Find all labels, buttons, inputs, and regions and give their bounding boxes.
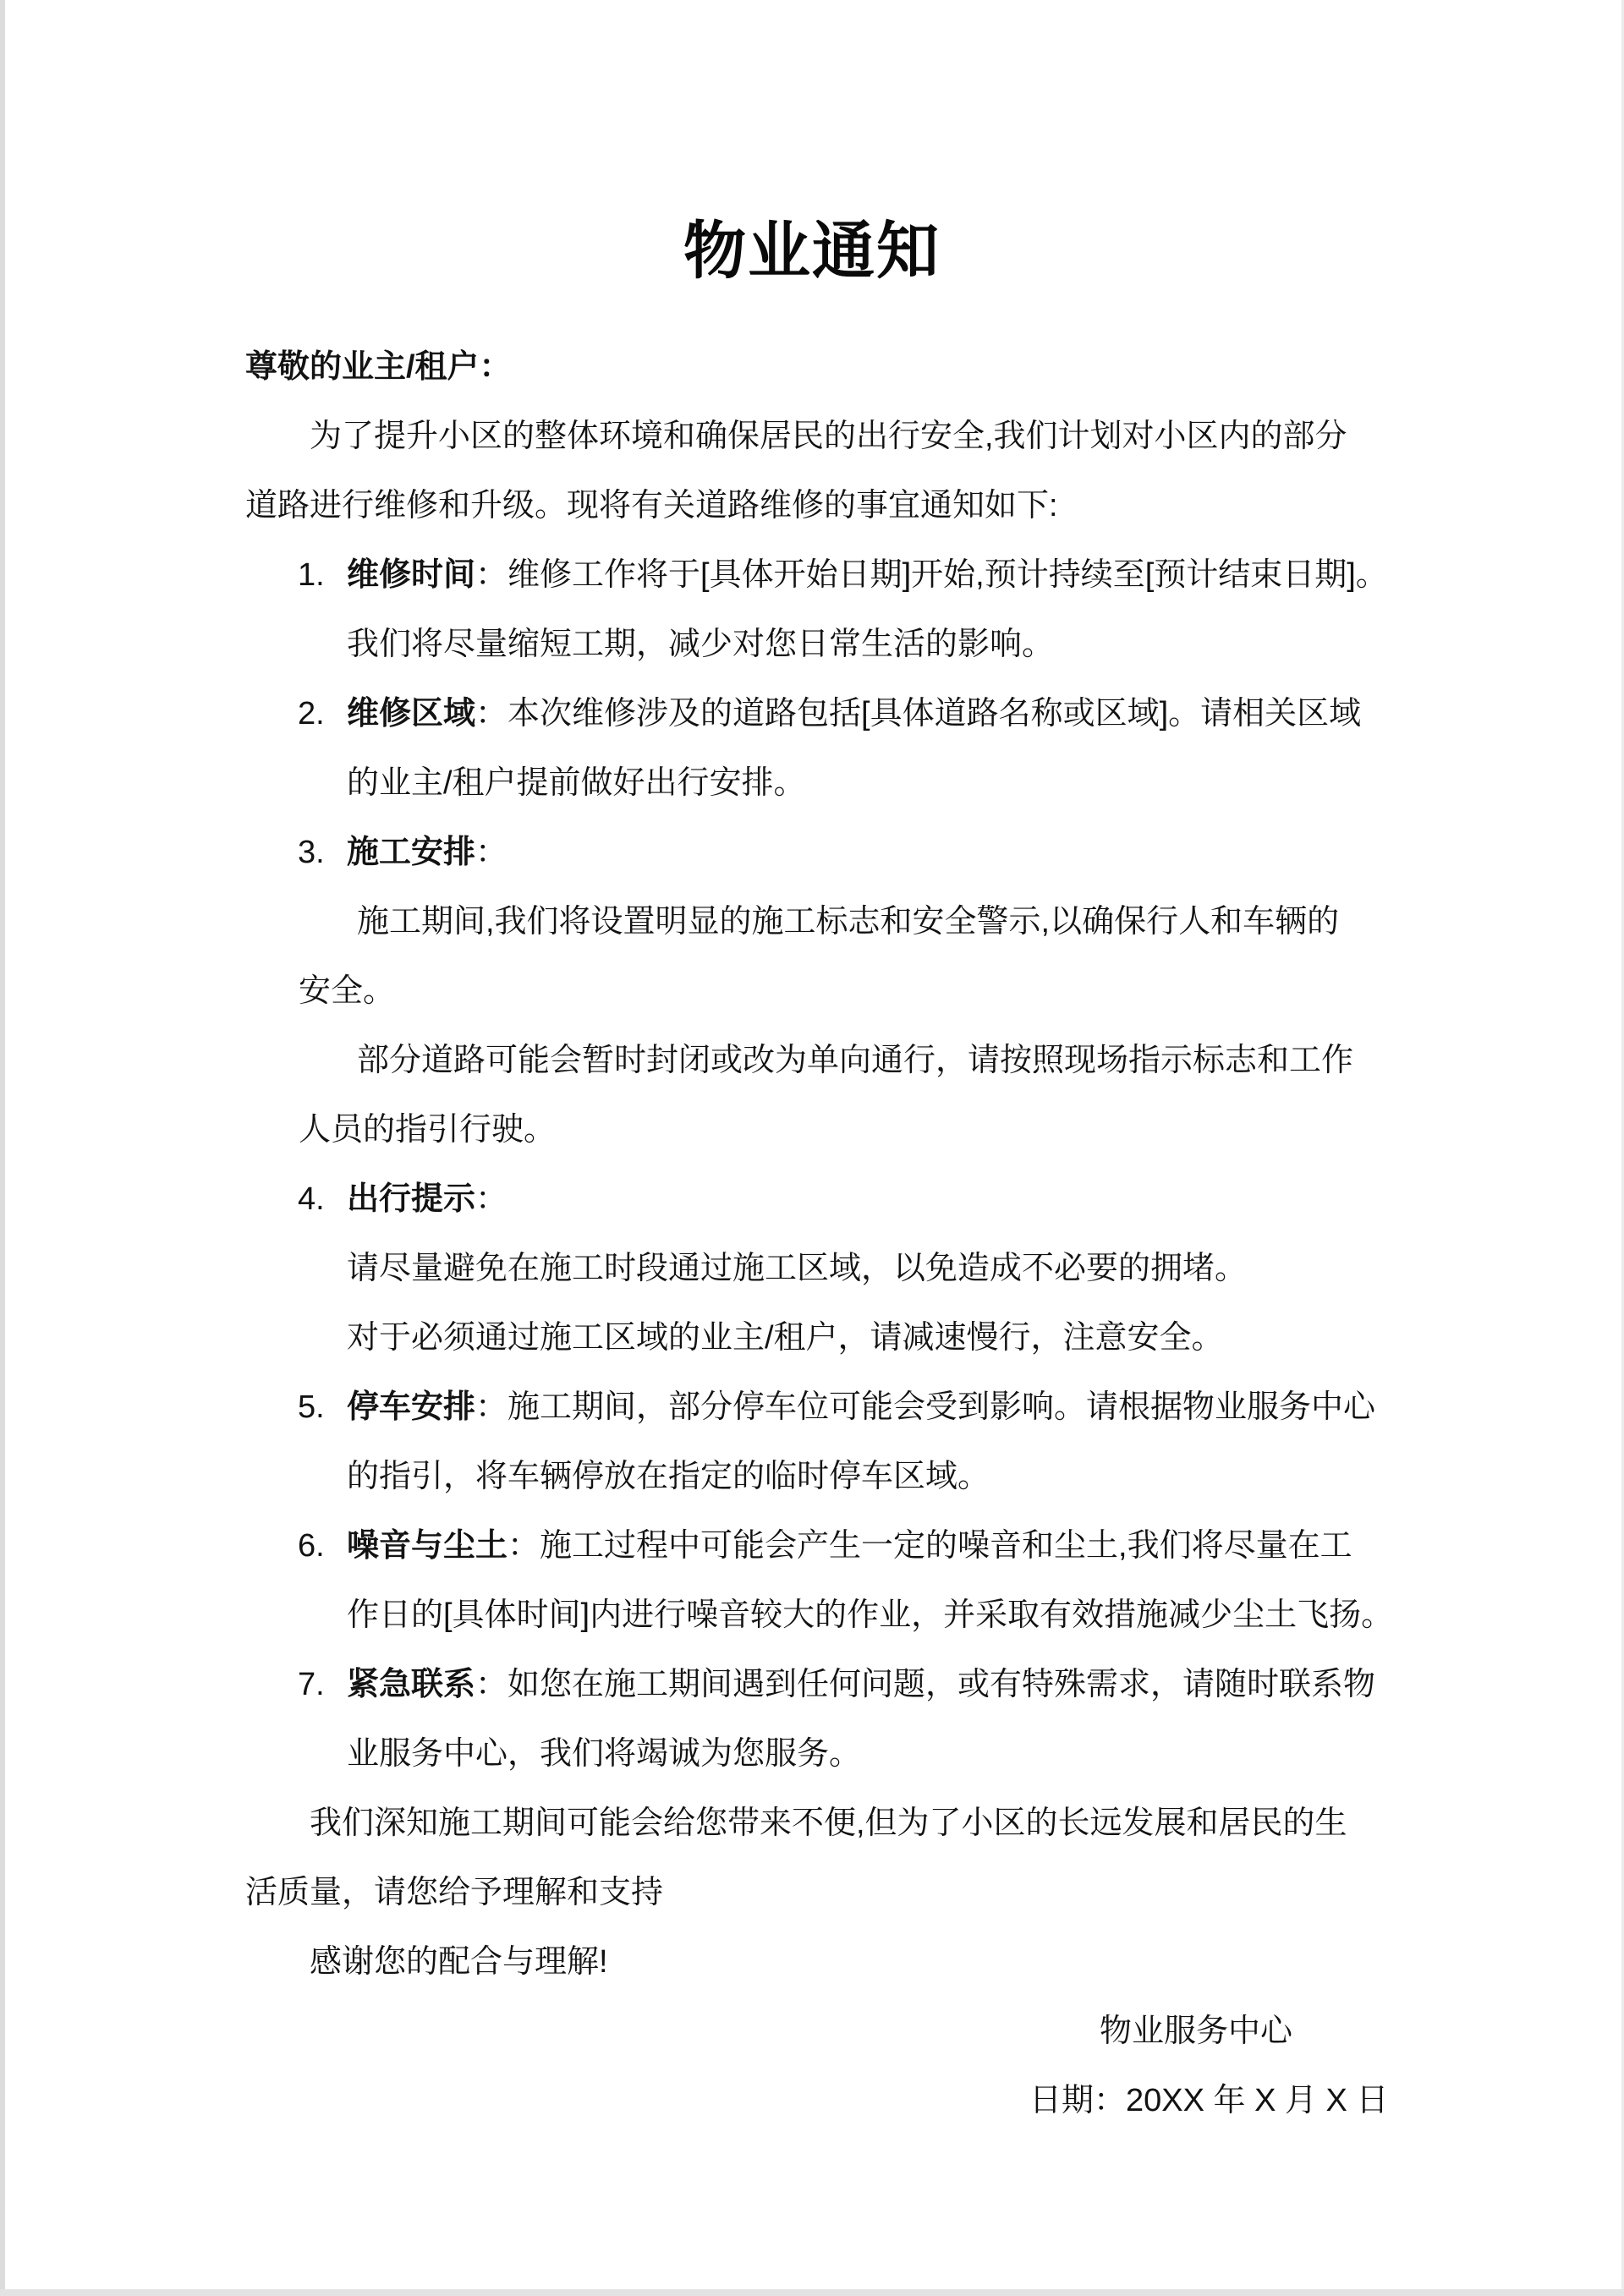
item-3-paragraph-1-line-1: 施工期间,我们将设置明显的施工标志和安全警示,以确保行人和车辆的 <box>357 904 1340 940</box>
item-4-tip-2: 对于必须通过施工区域的业主/租户，请减速慢行，注意安全。 <box>347 1320 1224 1356</box>
item-2-text: ：本次维修涉及的道路包括[具体道路名称或区域]。请相关区域 <box>475 696 1362 732</box>
date-line: 日期：20XX 年 X 月 X 日 <box>1029 2083 1389 2118</box>
item-5-text: ：施工期间，部分停车位可能会受到影响。请根据物业服务中心 <box>475 1389 1376 1425</box>
item-7-text: ：如您在施工期间遇到任何问题，或有特殊需求，请随时联系物 <box>475 1667 1376 1702</box>
item-7-line-1 <box>245 1650 1379 1719</box>
intro-line-2: 道路进行维修和升级。现将有关道路维修的事宜通知如下: <box>245 488 1058 523</box>
item-5-number: 5. <box>298 1389 325 1425</box>
item-4-tip-1: 请尽量避免在施工时段通过施工区域，以免造成不必要的拥堵。 <box>347 1251 1248 1286</box>
item-1-text: ：维修工作将于[具体开始日期]开始,预计持续至[预计结束日期]。 <box>475 557 1388 593</box>
item-1-line-2: 我们将尽量缩短工期，减少对您日常生活的影响。 <box>347 627 1055 662</box>
item-2-term: 维修区域 <box>347 696 476 732</box>
document-body <box>245 0 1394 2135</box>
item-6-term: 噪音与尘土 <box>347 1528 508 1564</box>
item-6-line-1 <box>245 1511 1379 1581</box>
item-2-line-2: 的业主/租户提前做好出行安排。 <box>347 765 806 801</box>
item-4-number: 4. <box>298 1181 325 1217</box>
page-edge-bottom <box>0 2289 1624 2296</box>
thanks-line: 感谢您的配合与理解! <box>310 1944 608 1980</box>
item-7-line-2: 业服务中心，我们将竭诚为您服务。 <box>347 1736 862 1772</box>
item-6-text: ：施工过程中可能会产生一定的噪音和尘土,我们将尽量在工 <box>508 1528 1352 1564</box>
item-3-paragraph-1-line-2: 安全。 <box>299 973 396 1009</box>
item-5-term: 停车安排 <box>347 1389 476 1425</box>
item-5-line-1 <box>245 1373 1379 1442</box>
signature: 物业服务中心 <box>1100 2014 1293 2049</box>
item-3-paragraph-2-line-1: 部分道路可能会暂时封闭或改为单向通行，请按照现场指示标志和工作 <box>357 1043 1354 1078</box>
item-6-number: 6. <box>298 1528 325 1564</box>
closing-line-1: 我们深知施工期间可能会给您带来不便,但为了小区的长远发展和居民的生 <box>310 1806 1347 1841</box>
item-5-line-2: 的指引，将车辆停放在指定的临时停车区域。 <box>347 1459 990 1494</box>
item-3-term: 施工安排 <box>347 835 476 870</box>
item-3-text: ： <box>475 835 508 870</box>
item-1-term: 维修时间 <box>347 557 476 593</box>
closing-line-2: 活质量，请您给予理解和支持 <box>245 1875 664 1910</box>
item-7-term: 紧急联系 <box>347 1667 476 1702</box>
page-edge-left <box>0 0 5 2296</box>
item-4-text: ： <box>475 1181 508 1217</box>
item-2-number: 2. <box>298 696 325 732</box>
item-3-line-1 <box>245 818 1379 887</box>
salutation: 尊敬的业主/租户： <box>245 349 512 385</box>
item-1-number: 1. <box>298 557 325 593</box>
item-7-number: 7. <box>298 1667 325 1702</box>
item-4-term: 出行提示 <box>347 1181 476 1217</box>
item-6-line-2: 作日的[具体时间]内进行噪音较大的作业，并采取有效措施减少尘土飞扬。 <box>347 1597 1394 1633</box>
item-4-line-1 <box>245 1164 1379 1234</box>
intro-line-1: 为了提升小区的整体环境和确保居民的出行安全,我们计划对小区内的部分 <box>310 419 1347 454</box>
item-3-number: 3. <box>298 835 325 870</box>
item-1-line-1 <box>245 540 1388 610</box>
item-2-line-1 <box>245 679 1379 748</box>
page-title: 物业通知 <box>683 216 941 286</box>
item-3-paragraph-2-line-2: 人员的指引行驶。 <box>299 1112 557 1148</box>
